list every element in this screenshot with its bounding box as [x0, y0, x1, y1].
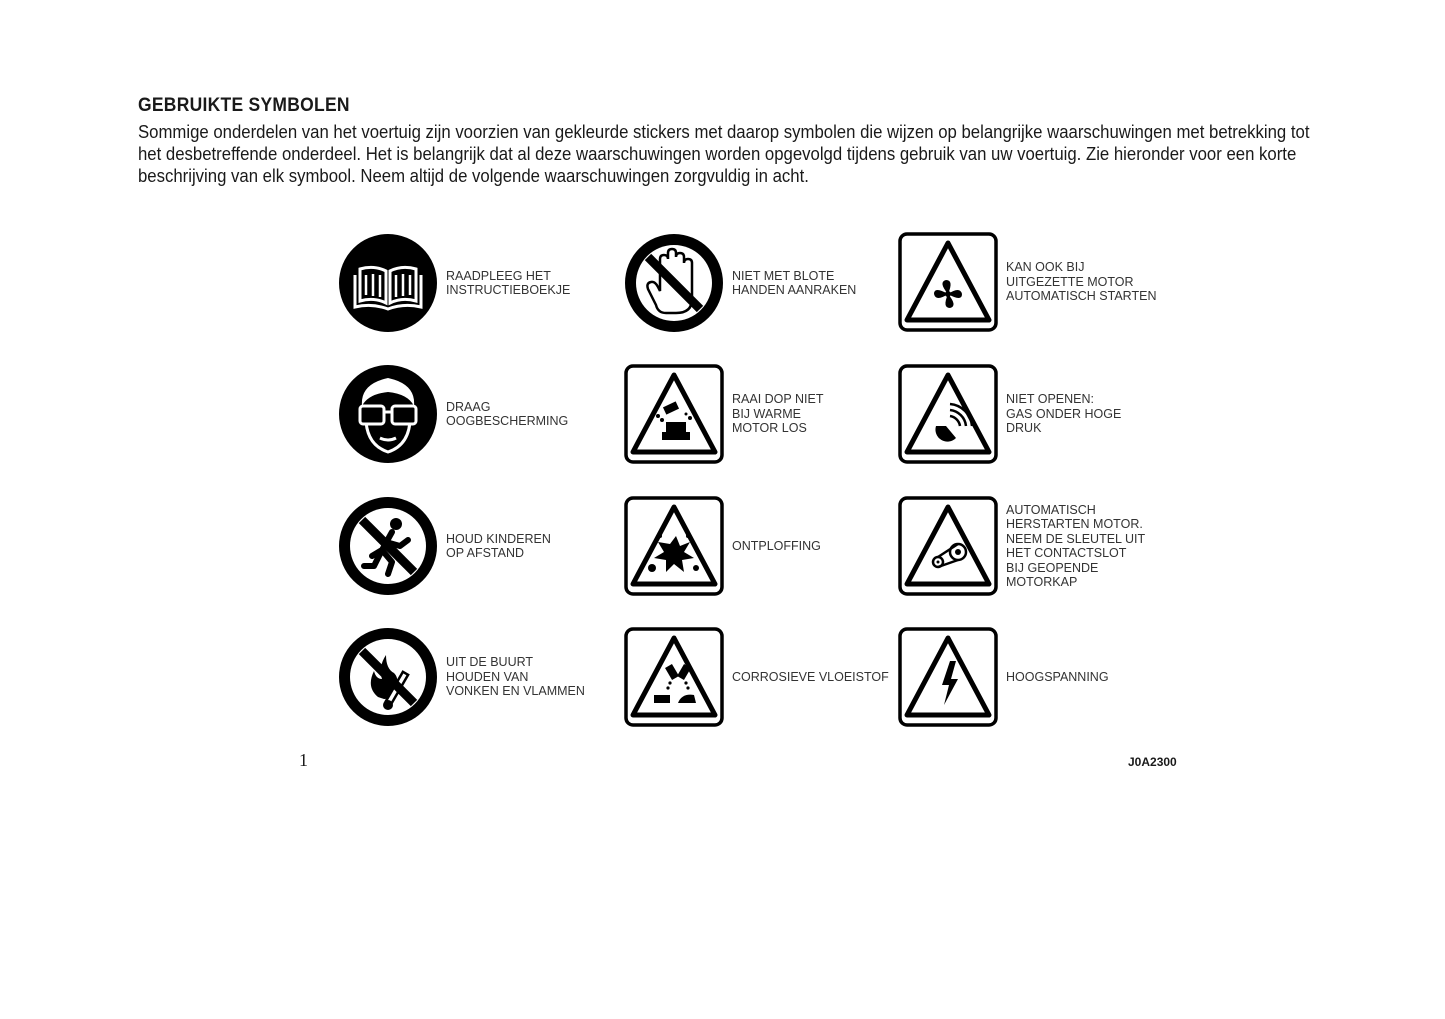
symbol-label: HOOGSPANNING [1006, 669, 1109, 684]
symbol-explosion [624, 496, 894, 596]
page-number: 1 [299, 750, 308, 770]
no-hand-touch-icon [624, 233, 724, 333]
symbol-label: NIET MET BLOTE HANDEN AANRAKEN [732, 268, 857, 297]
symbol-corrosive [624, 627, 894, 727]
symbol-label: NIET OPENEN: GAS ONDER HOGE DRUK [1006, 392, 1122, 436]
image-code: J0A2300 [1128, 755, 1177, 769]
high-voltage-warning-icon [898, 627, 998, 727]
symbol-label: RAAI DOP NIET BIJ WARME MOTOR LOS [732, 392, 824, 436]
pressure-warning-icon [898, 364, 998, 464]
symbol-no-children [338, 496, 608, 596]
no-flames-icon [338, 627, 438, 727]
symbol-no-hand [624, 233, 894, 333]
symbol-eye-protection [338, 364, 608, 464]
symbol-label: CORROSIEVE VLOEISTOF [732, 669, 889, 684]
symbol-no-flames [338, 627, 608, 727]
no-children-icon [338, 496, 438, 596]
symbol-label: UIT DE BUURT HOUDEN VAN VONKEN EN VLAMMEN [446, 655, 585, 699]
symbol-label: AUTOMATISCH HERSTARTEN MOTOR. NEEM DE SLEUTEL UIT HET CONTACTSLOT BIJ GEOPENDE MOTORKAP [1006, 502, 1146, 589]
manual-book-icon [338, 233, 438, 333]
symbol-manual [338, 233, 608, 333]
symbol-label: KAN OOK BIJ UITGEZETTE MOTOR AUTOMATISCH STARTEN [1006, 260, 1157, 304]
fan-warning-icon [898, 232, 998, 332]
corrosive-warning-icon [624, 627, 724, 727]
symbol-label: DRAAG OOGBESCHERMING [446, 399, 569, 428]
symbol-high-voltage [898, 627, 1168, 727]
symbol-label: ONTPLOFFING [732, 538, 821, 553]
symbol-belt-restart [898, 496, 1168, 596]
symbol-hot-cap [624, 364, 894, 464]
page-title: GEBRUIKTE SYMBOLEN [138, 95, 350, 116]
hot-cap-warning-icon [624, 364, 724, 464]
intro-paragraph: Sommige onderdelen van het voertuig zijn voorzien van gekleurde stickers met daarop symbolen die wijzen op belangrijke waarschuwingen met betrekking tot het desbetreffende onderdeel. Het is belangrijk dat al deze waarschuwingen worden opgevolgd tijdens gebruik van uw voertuig. Zie hieronder voor een korte beschrijving van elk symbool. Neem altijd de volgende waarschuwingen zorgvuldig in acht. [138, 122, 1310, 186]
symbol-pressure [898, 364, 1168, 464]
explosion-warning-icon [624, 496, 724, 596]
belt-restart-warning-icon [898, 496, 998, 596]
symbol-label: RAADPLEEG HET INSTRUCTIEBOEKJE [446, 268, 571, 297]
symbol-label: HOUD KINDEREN OP AFSTAND [446, 531, 551, 560]
symbol-fan [898, 232, 1168, 332]
eye-protection-icon [338, 364, 438, 464]
